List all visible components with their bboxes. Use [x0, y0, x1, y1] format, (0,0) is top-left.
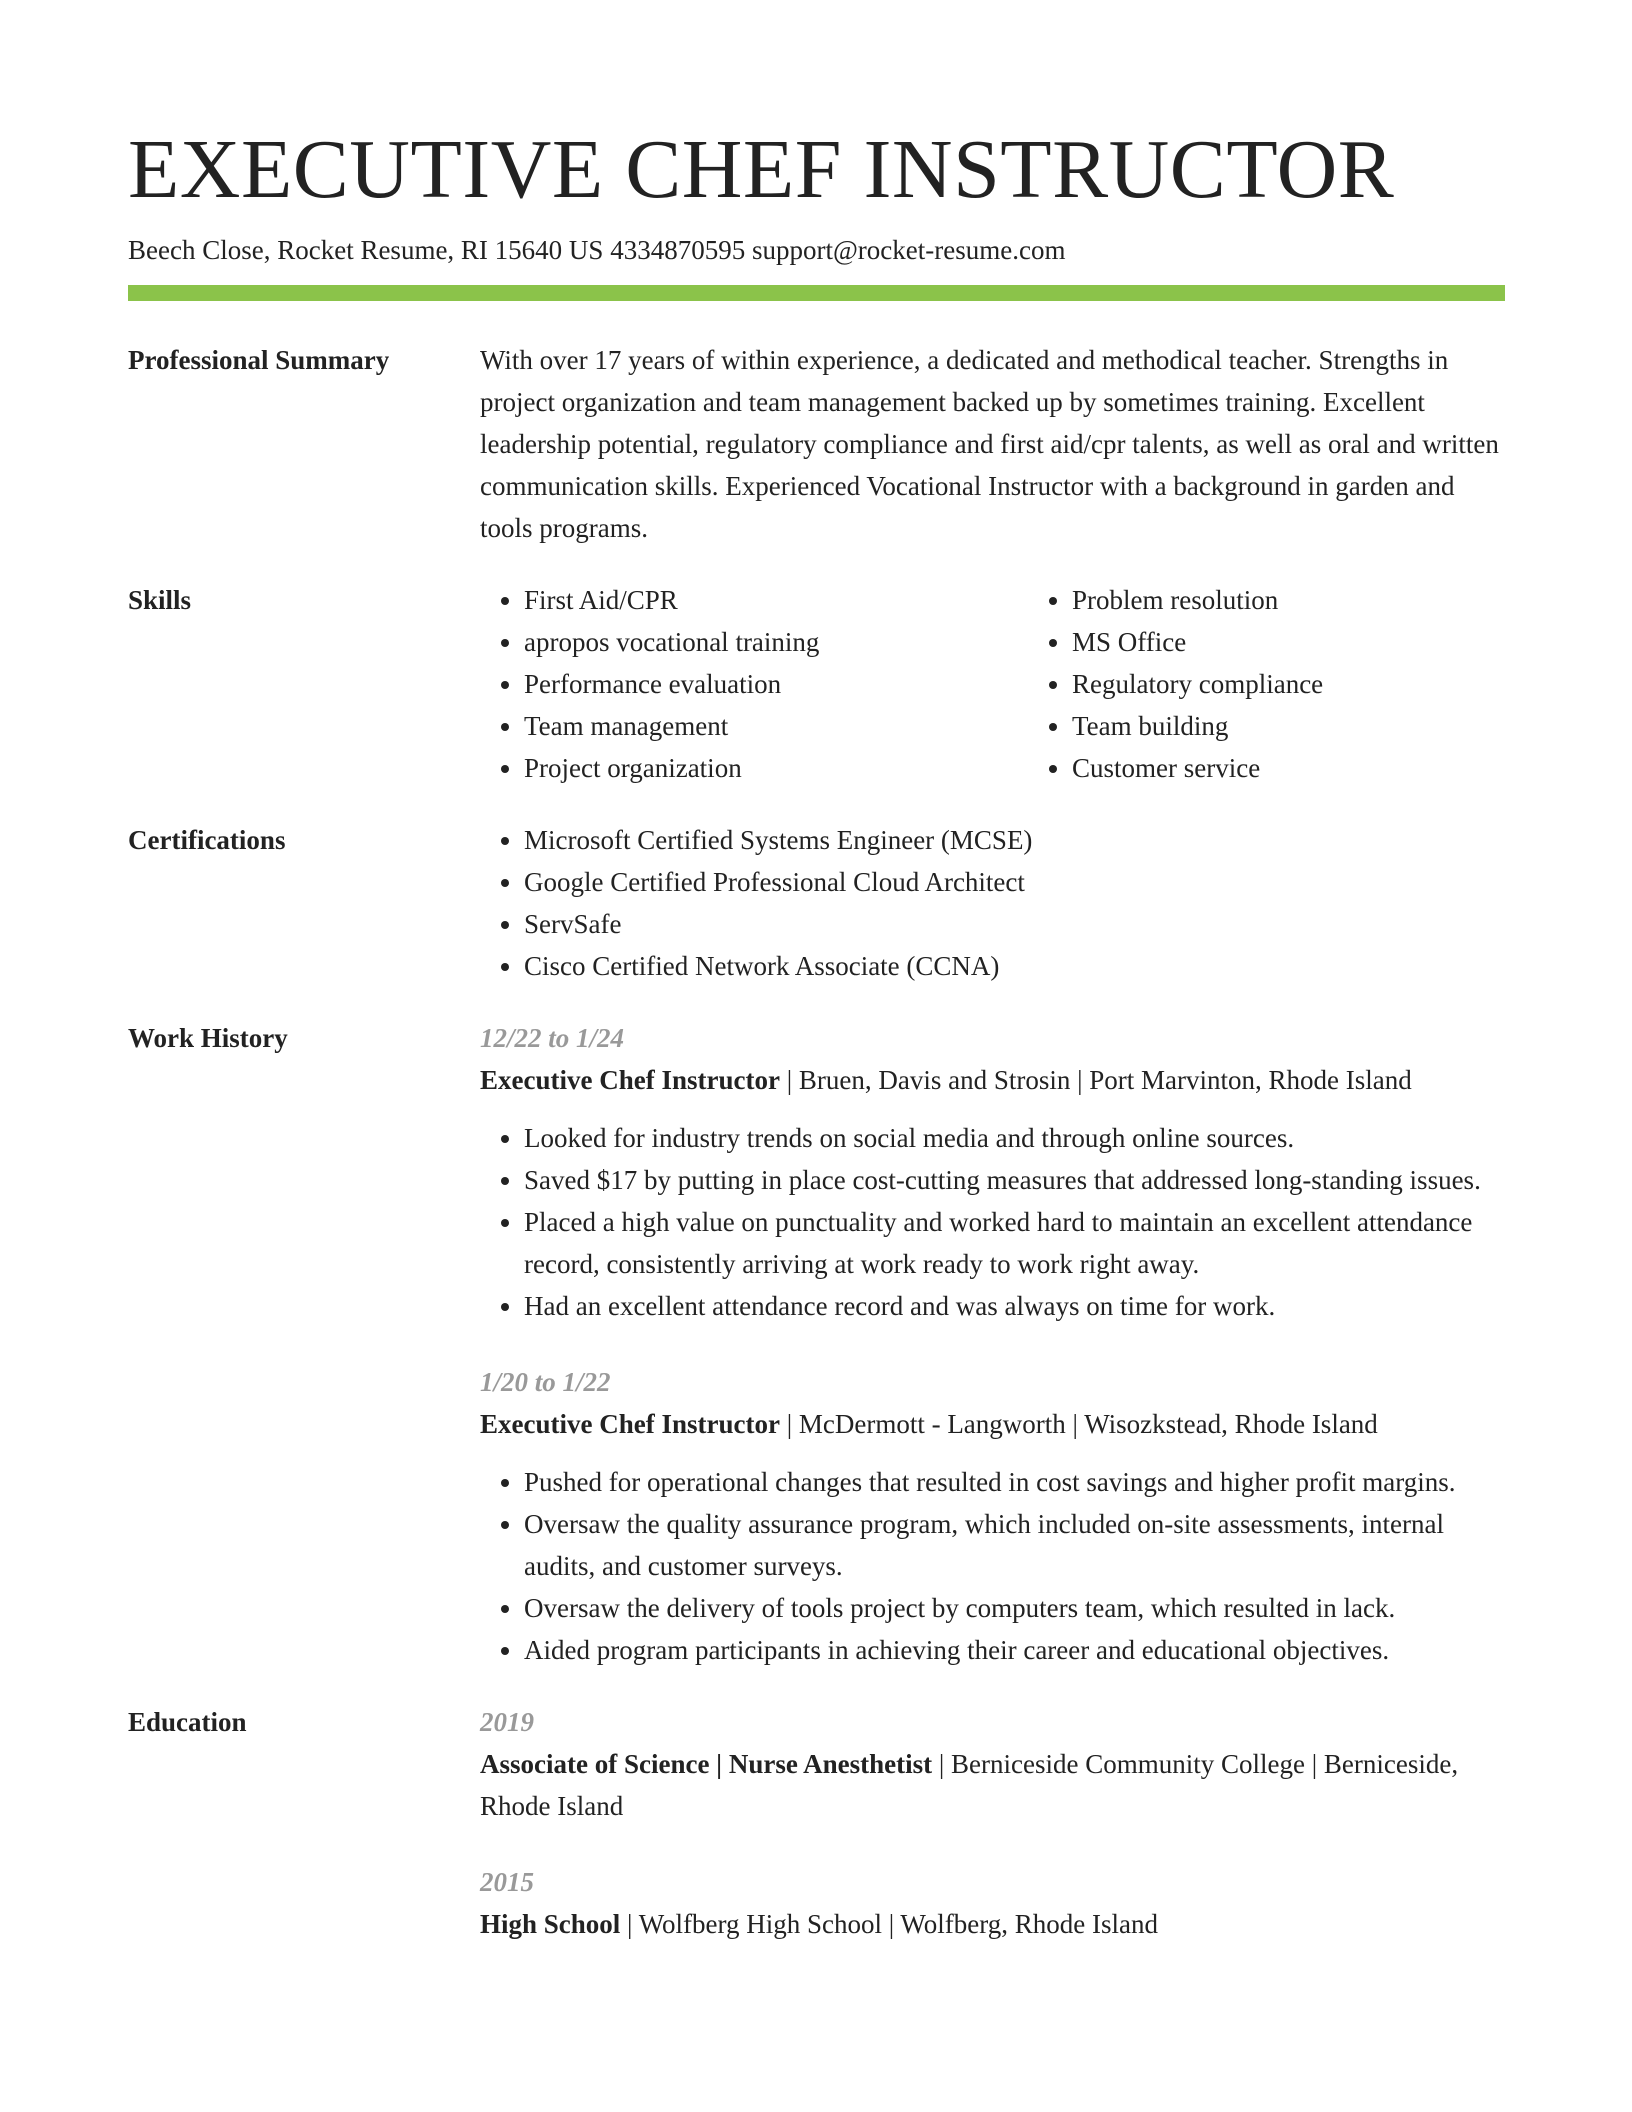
skill-item: • Regulatory compliance — [1072, 663, 1576, 705]
section-title-education: Education — [128, 1707, 247, 1737]
certification-item: • Microsoft Certified Systems Engineer (MCSE) — [524, 819, 1505, 861]
education-entry — [480, 1861, 1505, 1945]
job-entry — [480, 1361, 1505, 1671]
skills-section — [128, 579, 1505, 789]
job-bullet: • Oversaw the quality assurance program, which included on-site assessments, internal audits, and customer surveys. — [524, 1503, 1505, 1587]
skill-item: • Team building — [1072, 705, 1576, 747]
section-title-skills: Skills — [128, 585, 192, 615]
job-bullets — [480, 1117, 1505, 1327]
resume-title: EXECUTIVE CHEF INSTRUCTOR — [128, 123, 1395, 216]
job-bullet: • Saved $17 by putting in place cost-cutting measures that addressed long-standing issues. — [524, 1159, 1505, 1201]
accent-divider — [128, 285, 1505, 301]
job-bullet: • Had an excellent attendance record and was always on time for work. — [524, 1285, 1505, 1327]
job-bullet: • Aided program participants in achieving their career and educational objectives. — [524, 1629, 1505, 1671]
job-heading — [480, 1059, 1505, 1101]
job-bullet: • Looked for industry trends on social media and through online sources. — [524, 1117, 1505, 1159]
summary-section — [128, 339, 1505, 549]
skill-item: • Customer service — [1072, 747, 1576, 789]
job-dates: 1/20 to 1/22 — [480, 1367, 611, 1397]
skill-item: • Team management — [524, 705, 1028, 747]
certification-item: • Google Certified Professional Cloud Architect — [524, 861, 1505, 903]
job-details: | McDermott - Langworth | Wisozkstead, Rhode Island — [779, 1409, 1378, 1439]
job-bullets — [480, 1461, 1505, 1671]
job-heading — [480, 1403, 1505, 1445]
certification-item: • Cisco Certified Network Associate (CCNA) — [524, 945, 1505, 987]
education-section — [128, 1701, 1505, 1945]
education-year: 2019 — [480, 1707, 534, 1737]
education-heading — [480, 1903, 1505, 1945]
section-title-certifications: Certifications — [128, 825, 286, 855]
job-entry — [480, 1017, 1505, 1327]
summary-text: With over 17 years of within experience, a dedicated and methodical teacher. Strengths in project organization and team management backed up by sometimes training. Excellent leadership potential, regulatory compliance and first aid/cpr talents, as well as oral and written communication skills. Experienced Vocational Instructor with a background in garden and tools programs. — [480, 345, 1499, 543]
job-bullet: • Placed a high value on punctuality and worked hard to maintain an excellent attendance record, consistently arriving at work ready to work right away. — [524, 1201, 1505, 1285]
education-details: | Wolfberg High School | Wolfberg, Rhode Island — [620, 1909, 1158, 1939]
job-bullet: • Oversaw the delivery of tools project by computers team, which resulted in lack. — [524, 1587, 1505, 1629]
skill-item: • MS Office — [1072, 621, 1576, 663]
education-details: | Berniceside Community College | Berniceside, Rhode Island — [480, 1749, 1459, 1821]
education-degree: Associate of Science | Nurse Anesthetist — [480, 1749, 933, 1779]
resume-page — [128, 118, 1505, 1975]
certification-item: • ServSafe — [524, 903, 1505, 945]
contact-line: Beech Close, Rocket Resume, RI 15640 US 4334870595 support@rocket-resume.com — [128, 235, 1066, 265]
section-title-summary: Professional Summary — [128, 345, 390, 375]
certifications-list — [480, 819, 1505, 987]
section-title-work-history: Work History — [128, 1023, 288, 1053]
job-bullet: • Pushed for operational changes that resulted in cost savings and higher profit margins. — [524, 1461, 1505, 1503]
job-role: Executive Chef Instructor — [480, 1065, 780, 1095]
work-history-section — [128, 1017, 1505, 1671]
certifications-section — [128, 819, 1505, 987]
job-dates: 12/22 to 1/24 — [480, 1023, 625, 1053]
education-year: 2015 — [480, 1867, 534, 1897]
skills-list-right — [1028, 579, 1576, 789]
skills-list-left — [480, 579, 1028, 789]
skill-item: • Project organization — [524, 747, 1028, 789]
education-heading — [480, 1743, 1505, 1827]
education-degree: High School — [480, 1909, 621, 1939]
education-entry — [480, 1701, 1505, 1827]
skill-item: • apropos vocational training — [524, 621, 1028, 663]
skill-item: • Problem resolution — [1072, 579, 1576, 621]
job-details: | Bruen, Davis and Strosin | Port Marvinton, Rhode Island — [779, 1065, 1412, 1095]
job-role: Executive Chef Instructor — [480, 1409, 780, 1439]
skill-item: • First Aid/CPR — [524, 579, 1028, 621]
skill-item: • Performance evaluation — [524, 663, 1028, 705]
